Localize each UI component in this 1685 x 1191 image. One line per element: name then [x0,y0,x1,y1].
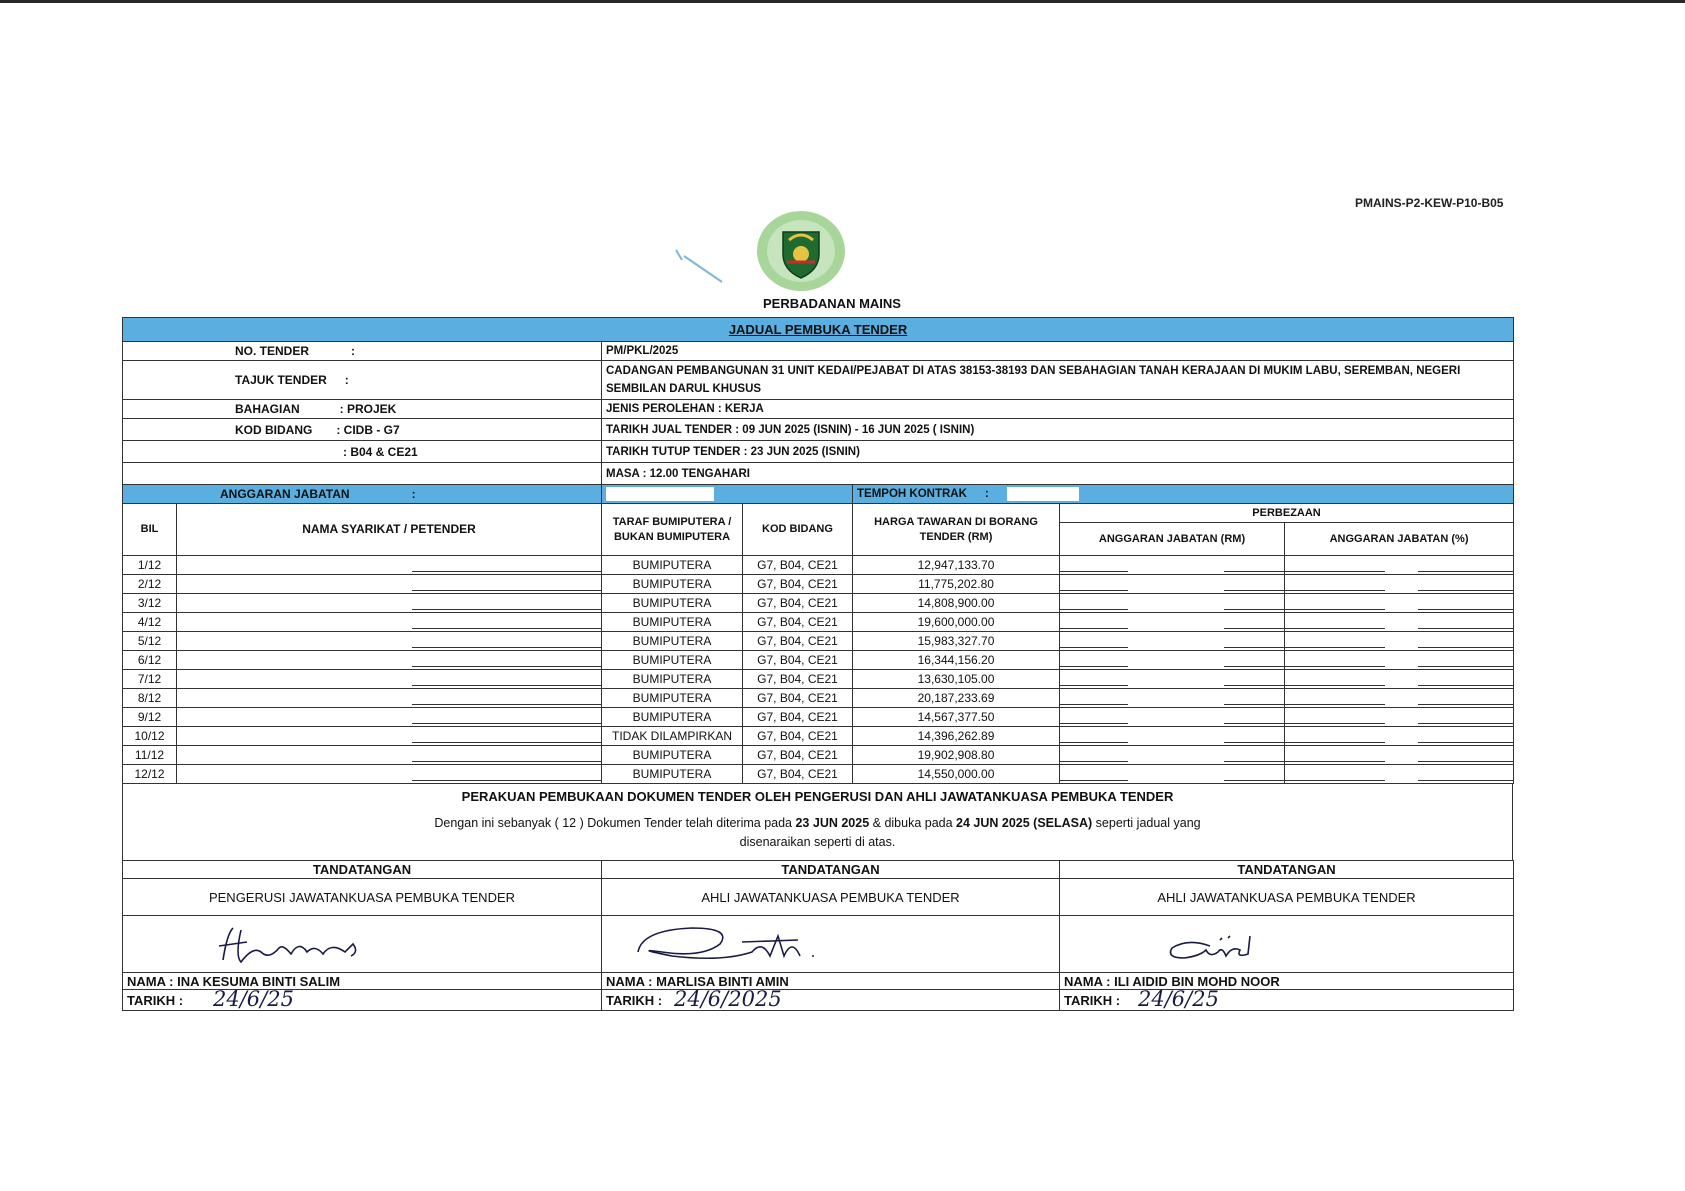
row-taraf: BUMIPUTERA [602,632,743,651]
row-kod: G7, B04, CE21 [743,632,853,651]
row-diff-pct [1285,727,1514,746]
row-kod: G7, B04, CE21 [743,575,853,594]
organization-name: PERBADANAN MAINS [763,296,901,311]
signature-2 [602,916,1060,973]
signature-name-2: NAMA : MARLISA BINTI AMIN [602,973,1060,990]
row-diff-rm [1060,746,1285,765]
row-kod: G7, B04, CE21 [743,727,853,746]
row-kod: G7, B04, CE21 [743,689,853,708]
declaration-text: Dengan ini sebanyak ( 12 ) Dokumen Tender telah diterima pada 23 JUN 2025 & dibuka pada 24 JUN 2025 (SELASA) seperti jadual yang disenaraikan seperti di atas. [434,816,1201,849]
row-taraf: BUMIPUTERA [602,575,743,594]
tarikh-tutup: TARIKH TUTUP TENDER : 23 JUN 2025 (ISNIN) [602,441,1514,463]
scan-top-edge [0,0,1685,3]
row-diff-rm [1060,670,1285,689]
document-code: PMAINS-P2-KEW-P10-B05 [1355,196,1504,210]
row-nama [177,632,602,651]
signature-date-1: TARIKH : 24/6/25 [123,990,602,1011]
row-bil: 4/12 [123,613,177,632]
row-nama [177,556,602,575]
row-harga: 16,344,156.20 [853,651,1060,670]
col-bil: BIL [123,504,177,556]
table-row [123,575,1514,594]
anggaran-jabatan-value [602,485,853,504]
table-row [123,651,1514,670]
row-diff-pct [1285,575,1514,594]
organization-crest-icon [756,210,846,292]
signature-heading-1: TANDATANGAN [123,861,602,879]
row-nama [177,708,602,727]
row-kod: G7, B04, CE21 [743,746,853,765]
row-diff-pct [1285,651,1514,670]
col-nama: NAMA SYARIKAT / PETENDER [177,504,602,556]
row-bil: 6/12 [123,651,177,670]
no-tender-label: NO. TENDER : [123,342,602,361]
row-harga: 12,947,133.70 [853,556,1060,575]
row-taraf: BUMIPUTERA [602,708,743,727]
row-bil: 3/12 [123,594,177,613]
tajuk-value: CADANGAN PEMBANGUNAN 31 UNIT KEDAI/PEJABAT DI ATAS 38153-38193 DAN SEBAHAGIAN TANAH KERAJAAN DI MUKIM LABU, SEREMBAN, NEGERI SEMBILAN DARUL KHUSUS [602,361,1514,400]
row-kod: G7, B04, CE21 [743,594,853,613]
row-taraf: BUMIPUTERA [602,670,743,689]
col-taraf: TARAF BUMIPUTERA / BUKAN BUMIPUTERA [602,504,743,556]
row-diff-rm [1060,708,1285,727]
table-row [123,613,1514,632]
row-diff-rm [1060,613,1285,632]
row-harga: 19,902,908.80 [853,746,1060,765]
row-kod: G7, B04, CE21 [743,651,853,670]
table-row [123,708,1514,727]
tempoh-kontrak: TEMPOH KONTRAK : [853,485,1514,504]
col-anggaran-pct: ANGGARAN JABATAN (%) [1285,523,1514,556]
row-nama [177,670,602,689]
declaration [122,784,1513,860]
row-diff-rm [1060,765,1285,784]
row-harga: 14,550,000.00 [853,765,1060,784]
row-nama [177,575,602,594]
tarikh-jual: TARIKH JUAL TENDER : 09 JUN 2025 (ISNIN) - 16 JUN 2025 ( ISNIN) [602,419,1514,441]
row-nama [177,613,602,632]
row-diff-rm [1060,651,1285,670]
jenis-perolehan: JENIS PEROLEHAN : KERJA [602,400,1514,419]
table-row [123,746,1514,765]
row-bil: 2/12 [123,575,177,594]
row-diff-pct [1285,632,1514,651]
row-bil: 8/12 [123,689,177,708]
row-nama [177,727,602,746]
row-harga: 15,983,327.70 [853,632,1060,651]
col-anggaran-rm: ANGGARAN JABATAN (RM) [1060,523,1285,556]
row-diff-rm [1060,575,1285,594]
signature-heading-2: TANDATANGAN [602,861,1060,879]
row-nama [177,765,602,784]
row-taraf: BUMIPUTERA [602,689,743,708]
row-taraf: BUMIPUTERA [602,556,743,575]
row-nama [177,746,602,765]
anggaran-jabatan-label: ANGGARAN JABATAN : [123,485,602,504]
row-harga: 20,187,233.69 [853,689,1060,708]
row-kod: G7, B04, CE21 [743,708,853,727]
row-bil: 12/12 [123,765,177,784]
row-nama [177,651,602,670]
row-diff-pct [1285,613,1514,632]
row-taraf: BUMIPUTERA [602,765,743,784]
signature-heading-3: TANDATANGAN [1060,861,1514,879]
row-diff-rm [1060,689,1285,708]
masa: MASA : 12.00 TENGAHARI [602,463,1514,485]
row-diff-rm [1060,556,1285,575]
blank-cell [123,463,602,485]
row-diff-rm [1060,632,1285,651]
row-diff-pct [1285,689,1514,708]
tender-opening-sheet [122,317,1513,1011]
row-diff-pct [1285,594,1514,613]
declaration-title: PERAKUAN PEMBUKAAN DOKUMEN TENDER OLEH PENGERUSI DAN AHLI JAWATANKUASA PEMBUKA TENDER [461,789,1174,804]
row-diff-pct [1285,746,1514,765]
signature-table [122,860,1514,1011]
row-kod: G7, B04, CE21 [743,613,853,632]
row-kod: G7, B04, CE21 [743,765,853,784]
table-row [123,670,1514,689]
table-row [123,689,1514,708]
signature-name-1: NAMA : INA KESUMA BINTI SALIM [123,973,602,990]
row-harga: 14,567,377.50 [853,708,1060,727]
row-nama [177,594,602,613]
row-nama [177,689,602,708]
row-bil: 1/12 [123,556,177,575]
table-row [123,727,1514,746]
row-bil: 10/12 [123,727,177,746]
table-title: JADUAL PEMBUKA TENDER [123,318,1514,342]
row-diff-rm [1060,594,1285,613]
row-kod: G7, B04, CE21 [743,670,853,689]
signature-role-1: PENGERUSI JAWATANKUASA PEMBUKA TENDER [123,879,602,916]
row-diff-rm [1060,727,1285,746]
row-taraf: BUMIPUTERA [602,594,743,613]
signature-3 [1060,916,1514,973]
row-harga: 13,630,105.00 [853,670,1060,689]
col-kod: KOD BIDANG [743,504,853,556]
row-bil: 11/12 [123,746,177,765]
row-harga: 14,396,262.89 [853,727,1060,746]
no-tender-value: PM/PKL/2025 [602,342,1514,361]
row-bil: 9/12 [123,708,177,727]
signature-1 [123,916,602,973]
tajuk-label: TAJUK TENDER : [123,361,602,400]
row-diff-pct [1285,708,1514,727]
signature-date-3: TARIKH : 24/6/25 [1060,990,1514,1011]
row-bil: 7/12 [123,670,177,689]
table-row [123,632,1514,651]
row-taraf: BUMIPUTERA [602,746,743,765]
row-taraf: BUMIPUTERA [602,651,743,670]
table-row [123,594,1514,613]
col-perbezaan: PERBEZAAN [1060,504,1514,523]
kod-bidang-extra: : B04 & CE21 [123,441,602,463]
tender-table [122,317,1514,784]
row-diff-pct [1285,670,1514,689]
row-harga: 19,600,000.00 [853,613,1060,632]
bahagian-label: BAHAGIAN : PROJEK [123,400,602,419]
scan-mark [672,246,728,286]
row-taraf: TIDAK DILAMPIRKAN [602,727,743,746]
signature-role-2: AHLI JAWATANKUASA PEMBUKA TENDER [602,879,1060,916]
table-row [123,556,1514,575]
tender-rows [123,556,1514,784]
signature-name-3: NAMA : ILI AIDID BIN MOHD NOOR [1060,973,1514,990]
signature-date-2: TARIKH : 24/6/2025 [602,990,1060,1011]
row-kod: G7, B04, CE21 [743,556,853,575]
row-bil: 5/12 [123,632,177,651]
row-harga: 11,775,202.80 [853,575,1060,594]
row-taraf: BUMIPUTERA [602,613,743,632]
table-row [123,765,1514,784]
row-diff-pct [1285,556,1514,575]
col-harga: HARGA TAWARAN DI BORANG TENDER (RM) [853,504,1060,556]
signature-role-3: AHLI JAWATANKUASA PEMBUKA TENDER [1060,879,1514,916]
kod-bidang-label: KOD BIDANG : CIDB - G7 [123,419,602,441]
row-harga: 14,808,900.00 [853,594,1060,613]
row-diff-pct [1285,765,1514,784]
